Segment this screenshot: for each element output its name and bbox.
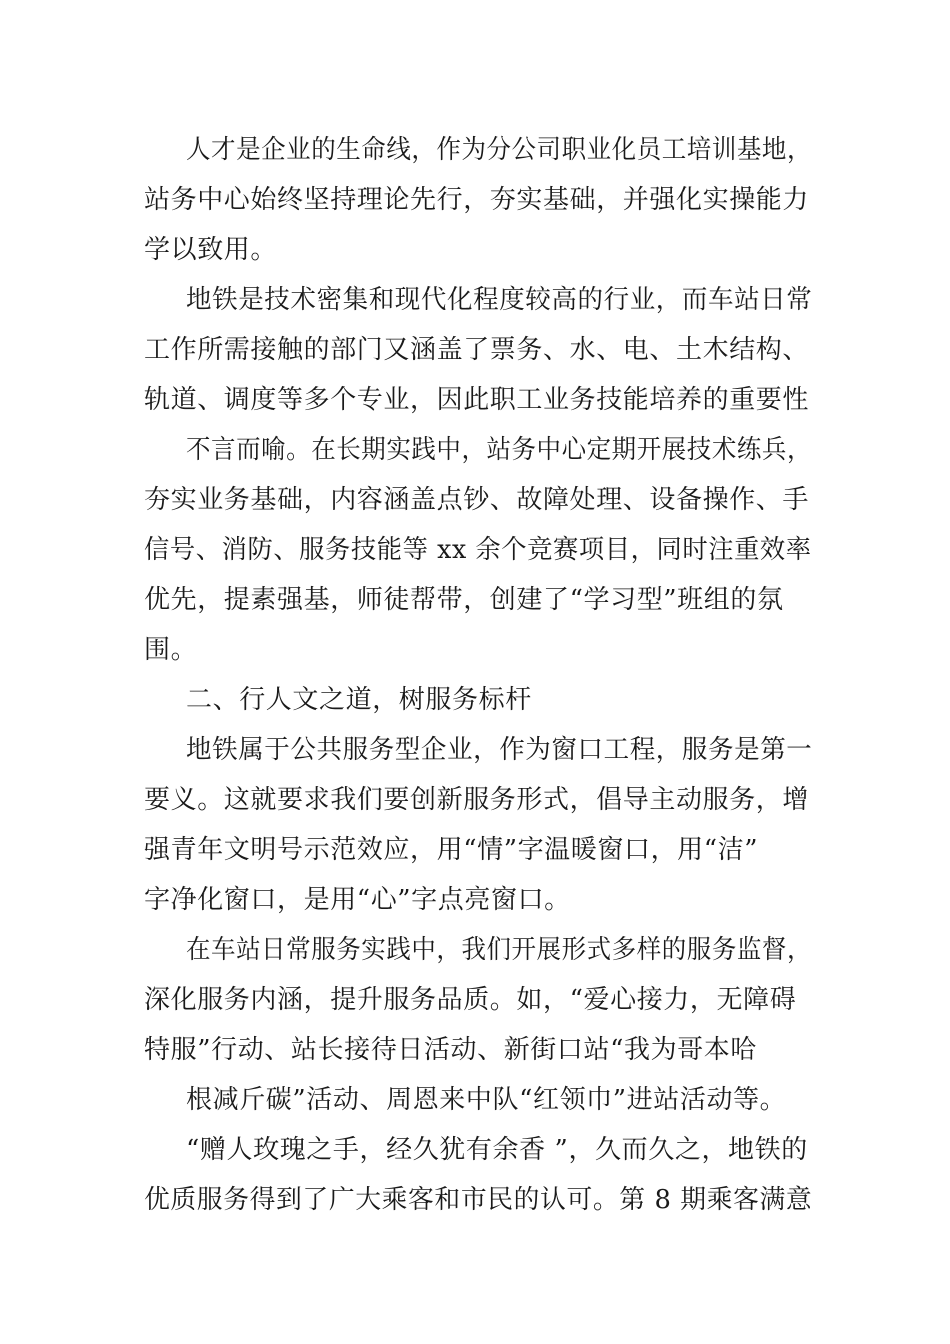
text-line: 在车站日常服务实践中，我们开展形式多样的服务监督， [186,935,813,965]
text-line: 夯实业务基础，内容涵盖点钞、故障处理、设备操作、手 [144,485,810,515]
text-line: 信号、消防、服务技能等 xx 余个竞赛项目，同时注重效率 [144,535,812,565]
text-line: 优质服务得到了广大乘客和市民的认可。第 8 期乘客满意 [144,1185,813,1215]
text-line: 特服”行动、站长接待日活动、新街口站“我为哥本哈 [144,1035,757,1065]
section-heading: 二、行人文之道，树服务标杆 [186,685,532,715]
text-line: “赠人玫瑰之手，经久犹有余香 ”，久而久之，地铁的 [186,1135,808,1165]
text-line: 人才是企业的生命线，作为分公司职业化员工培训基地， [186,135,813,165]
text-line: 优先，提素强基，师徒帮带，创建了“学习型”班组的氛 [144,585,784,615]
text-line: 轨道、调度等多个专业，因此职工业务技能培养的重要性 [144,385,810,415]
text-line: 强青年文明号示范效应，用“情”字温暖窗口，用“洁” [144,835,759,865]
text-line: 地铁属于公共服务型企业，作为窗口工程，服务是第一 [186,735,813,765]
text-line: 不言而喻。在长期实践中，站务中心定期开展技术练兵， [186,435,813,465]
text-line: 深化服务内涵，提升服务品质。如，“爱心接力，无障碍 [144,985,797,1015]
text-line: 根减斤碳”活动、周恩来中队“红领巾”进站活动等。 [186,1085,787,1115]
text-line: 字净化窗口，是用“心”字点亮窗口。 [144,885,571,915]
text-line: 要义。这就要求我们要创新服务形式，倡导主动服务，增 [144,785,810,815]
text-line: 站务中心始终坚持理论先行，夯实基础，并强化实操能力 [144,185,810,215]
text-line: 围。 [144,635,198,665]
text-line: 工作所需接触的部门又涵盖了票务、水、电、土木结构、 [144,335,810,365]
text-line: 学以致用。 [144,235,278,265]
text-line: 地铁是技术密集和现代化程度较高的行业，而车站日常 [186,285,813,315]
